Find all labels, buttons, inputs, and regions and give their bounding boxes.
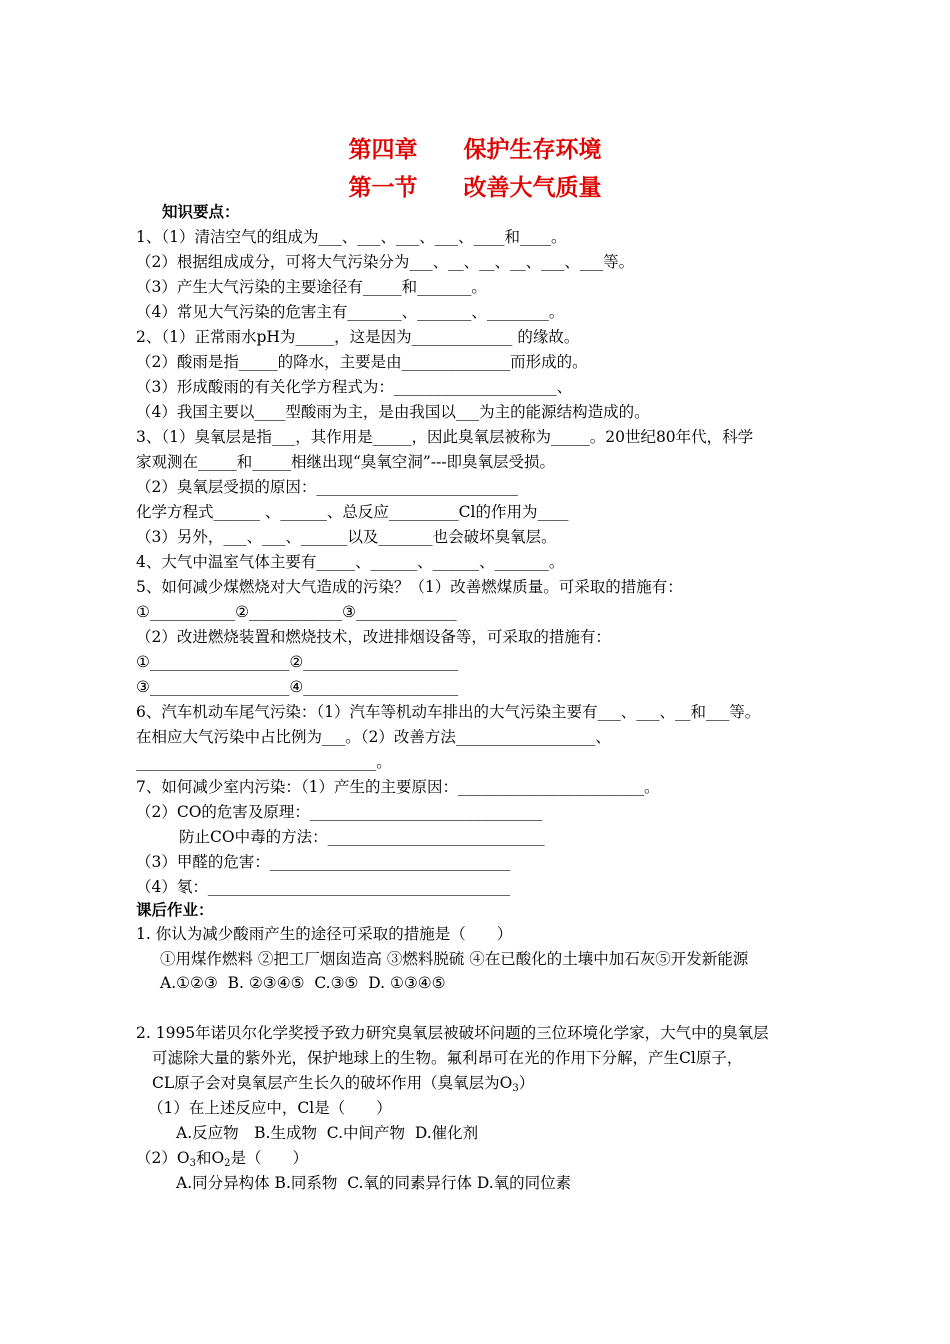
section-title: 第一节 改善大气质量	[348, 174, 602, 201]
homework-question-2-sub-2-options: A.同分异构体 B.同系物 C.氧的同素异行体 D.氧的同位素	[176, 1174, 572, 1192]
knowledge-line: 1、（1）清洁空气的组成为___、___、___、___、____和____。	[136, 228, 567, 246]
homework-question-1-items: ①用煤作燃料 ②把工厂烟囱造高 ③燃料脱硫 ④在已酸化的土壤中加石灰⑤开发新能源	[160, 950, 749, 968]
knowledge-line: 2、（1）正常雨水pH为_____，这是因为_____________ 的缘故。	[136, 328, 580, 346]
homework-heading: 课后作业：	[136, 900, 214, 919]
homework-question-2-sub-1: （1）在上述反应中，Cl是（ ）	[148, 1099, 392, 1117]
homework-question-2-sub-2	[136, 1147, 308, 1175]
knowledge-line: （4）我国主要以____型酸雨为主，是由我国以___为主的能源结构造成的。	[136, 403, 650, 421]
knowledge-line: ①__________________②____________________	[136, 653, 459, 671]
knowledge-line: 在相应大气污染中占比例为___。（2）改善方法__________________、	[136, 728, 611, 746]
q2-sub2-part-c: 是（ ）	[230, 1149, 309, 1167]
q2-line3-end: ）	[518, 1074, 535, 1092]
knowledge-line: （3）甲醛的危害：_______________________________	[136, 853, 511, 871]
q2-line3-subscript: 3	[512, 1083, 519, 1094]
knowledge-line: 7、如何减少室内污染：（1）产生的主要原因：________________________。	[136, 778, 660, 796]
knowledge-line: （3）产生大气污染的主要途径有_____和_______。	[136, 278, 487, 296]
homework-question-1-options: A.①②③ B. ②③④⑤ C.③⑤ D. ①③④⑤	[160, 974, 446, 992]
knowledge-line: 防止CO中毒的方法：____________________________	[148, 828, 545, 846]
knowledge-line: ①___________②____________③_____________	[136, 603, 457, 621]
q2-sub2-part-a: （2）O	[136, 1149, 190, 1167]
knowledge-heading: 知识要点：	[162, 202, 240, 221]
knowledge-line: 6、汽车机动车尾气污染：（1）汽车等机动车排出的大气污染主要有___、___、__和___等。	[136, 703, 761, 721]
knowledge-line: （4）氡：_______________________________________	[136, 878, 511, 896]
q2-line3-text: CL原子会对臭氧层产生长久的破坏作用（臭氧层为O	[152, 1074, 513, 1092]
q2-sub2-part-b: 和O	[195, 1149, 225, 1167]
homework-question-2-line-2: 可滤除大量的紫外光，保护地球上的生物。氟利昂可在光的作用下分解，产生Cl原子，	[152, 1049, 743, 1067]
knowledge-line: 家观测在_____和_____相继出现“臭氧空洞”---即臭氧层受损。	[136, 453, 556, 471]
homework-question-2-line-3	[152, 1072, 534, 1100]
knowledge-line: （2）臭氧层受损的原因：__________________________	[136, 478, 518, 496]
knowledge-line: （4）常见大气污染的危害主有_______、_______、________。	[136, 303, 565, 321]
q2-sub2-subscript-1: 3	[189, 1158, 196, 1169]
homework-question-2-line-1: 2. 1995年诺贝尔化学奖授予致力研究臭氧层被破坏问题的三位环境化学家，大气中的臭氧层	[136, 1024, 769, 1042]
chapter-title: 第四章 保护生存环境	[348, 136, 602, 163]
knowledge-line: （2）CO的危害及原理：______________________________	[136, 803, 543, 821]
knowledge-line: _______________________________。	[136, 753, 392, 771]
knowledge-line: （2）根据组成成分，可将大气污染分为___、__、__、__、___、___等。	[136, 253, 635, 271]
q2-sub2-subscript-2: 2	[224, 1158, 231, 1169]
homework-question-1: 1. 你认为减少酸雨产生的途径可采取的措施是（ ）	[136, 925, 513, 943]
knowledge-line: （3）形成酸雨的有关化学方程式为：_____________________、	[136, 378, 573, 396]
knowledge-line: 5、如何减少煤燃烧对大气造成的污染？（1）改善燃煤质量。可采取的措施有：	[136, 578, 683, 596]
knowledge-line: （2）酸雨是指_____的降水，主要是由______________而形成的。	[136, 353, 588, 371]
knowledge-line: ③__________________④____________________	[136, 678, 459, 696]
knowledge-line: 3、（1）臭氧层是指___，其作用是_____，因此臭氧层被称为_____。20世纪80年代，科学	[136, 428, 754, 446]
knowledge-line: 4、大气中温室气体主要有_____、______、______、_______。	[136, 553, 565, 571]
homework-question-2-sub-1-options: A.反应物 B.生成物 C.中间产物 D.催化剂	[176, 1124, 479, 1142]
knowledge-line: 化学方程式______ 、______、总反应_________Cl的作用为____	[136, 503, 569, 521]
knowledge-line: （2）改进燃烧装置和燃烧技术，改进排烟设备等，可采取的措施有：	[136, 628, 611, 646]
knowledge-line: （3）另外，___、___、______以及_______也会破坏臭氧层。	[136, 528, 557, 546]
